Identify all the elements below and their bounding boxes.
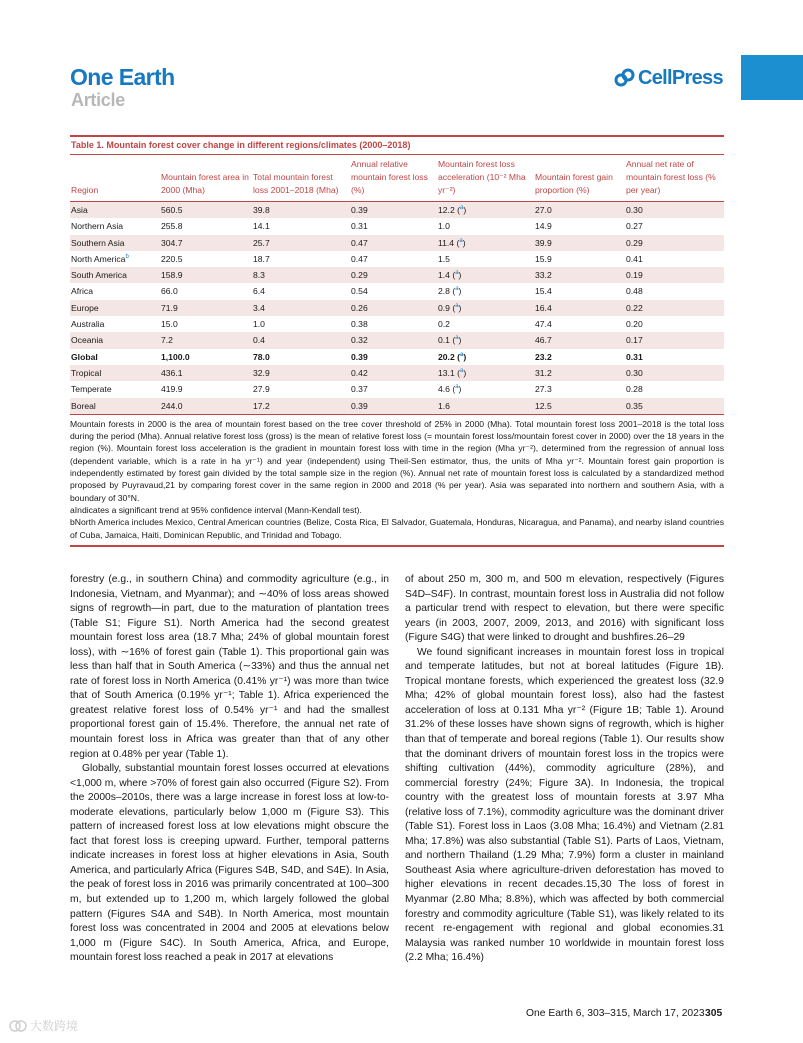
cell-value: 15.9	[535, 253, 552, 264]
cell-value: 560.5	[161, 205, 183, 215]
cell-value: 0.27	[626, 221, 643, 232]
footnote-ref: ($^a$)	[449, 384, 462, 395]
cell-value: 31.2	[535, 367, 552, 378]
table-cell-annual	[350, 365, 437, 381]
table-cell-region	[70, 316, 160, 332]
table-row	[70, 349, 724, 365]
table-1	[70, 135, 724, 547]
table-cell-region	[70, 202, 160, 219]
footnote-ref: ($^a$)	[454, 237, 466, 248]
cell-value: Global	[71, 351, 98, 362]
table-cell-region	[70, 235, 160, 251]
footnote-ref: ($^a$)	[449, 286, 462, 297]
footnote-ref: ($^a$)	[454, 367, 467, 378]
column-header: Mountain forest gain proportion (%)	[534, 155, 625, 202]
table-cell-net	[625, 300, 724, 316]
table-cell-loss	[252, 381, 350, 397]
footnote-marker[interactable]: a	[455, 302, 459, 309]
table-cell-loss	[252, 251, 350, 267]
section-edge-tab	[741, 55, 803, 100]
column-header: Mountain forest area in 2000 (Mha)	[160, 155, 252, 202]
table-cell-area	[160, 251, 252, 267]
cell-value: 1.0	[253, 319, 265, 330]
table-row	[70, 365, 724, 381]
table-cell-annual	[350, 316, 437, 332]
cell-value: 0.30	[626, 367, 643, 378]
cell-value: 8.3	[253, 270, 265, 281]
cell-value: 0.39	[351, 205, 368, 215]
table-cell-accel	[437, 300, 534, 316]
cell-value: Australia	[71, 319, 105, 330]
data-table	[70, 155, 724, 415]
table-cell-loss	[252, 349, 350, 365]
footnote-ref: ($^a$)	[454, 351, 467, 362]
cellpress-logo-icon	[614, 68, 636, 88]
cell-value: 0.35	[626, 400, 643, 411]
table-cell-net	[625, 235, 724, 251]
cell-value: 304.7	[161, 237, 183, 248]
table-cell-annual	[350, 251, 437, 267]
table-cell-annual	[350, 267, 437, 283]
table-cell-gain	[534, 202, 625, 219]
table-footnote-main: Mountain forests in 2000 is the area of mountain forest based on the tree cover threshold of 25% in 2000 (Mha). Total mountain forest loss 2001–2018 is the total loss during the period (Mha). Annual relative forest loss (gross) is the mean of relative forest loss (= mountain forest loss/mountain forest cover in 2000) over the 18 years in the region (%). Mountain forest loss acceleration is the gradient in mountain forest loss with time in the region (Mha yr⁻²), determined from the regression of annual loss (dependent variable, which is a rate in ha yr⁻¹) and year (independent) using Theil-Sen estimator, thus, the units of Mha yr⁻². Mountain forest gain proportion is independently estimated by forest gain divided by the total sample size in the region (%). Annual net rate of mountain forest loss is calculated by a standardized method proposed by Puyravaud,21 by comparing forest cover in the same region in 2000 and 2018 (% per year). Asia was separated into northern and southern Asia, with a boundary of 30°N.	[70, 418, 724, 503]
cell-value: Africa	[71, 286, 93, 297]
cell-value: 27.9	[253, 384, 270, 395]
table-footnote-b: bNorth America includes Mexico, Central American countries (Belize, Costa Rica, El Salvador, Guatemala, Honduras, Nicaragua, and Panama), and nearby island countries of Cuba, Jamaica, Haiti, Dominican Republic, and Trinidad and Tobago.	[70, 517, 724, 540]
table-cell-gain	[534, 381, 625, 397]
table-row	[70, 332, 724, 348]
cell-value: Temperate	[71, 384, 112, 395]
cell-value: 0.20	[626, 319, 643, 330]
footnote-marker[interactable]: a	[455, 270, 459, 277]
cell-value: Europe	[71, 302, 99, 313]
column-header: Total mountain forest loss 2001–2018 (Mha)	[252, 155, 350, 202]
cell-value: 27.0	[535, 205, 552, 215]
table-cell-region	[70, 283, 160, 299]
table-row	[70, 398, 724, 415]
table-cell-area	[160, 300, 252, 316]
watermark	[9, 1018, 78, 1034]
cell-value: 0.2	[438, 319, 450, 330]
cell-value: 0.31	[626, 351, 643, 362]
body-column-right	[405, 573, 724, 966]
cell-value: 12.2	[438, 205, 455, 215]
table-cell-net	[625, 316, 724, 332]
cell-value: 16.4	[535, 302, 552, 313]
table-cell-area	[160, 267, 252, 283]
cell-value: 0.39	[351, 351, 368, 362]
journal-name: One Earth	[70, 64, 175, 90]
cell-value: 0.28	[626, 384, 643, 395]
table-cell-gain	[534, 316, 625, 332]
cell-value: 15.4	[535, 286, 552, 297]
table-header-row	[70, 155, 724, 202]
cell-value: 7.2	[161, 335, 173, 346]
table-row	[70, 381, 724, 397]
table-cell-loss	[252, 202, 350, 219]
cell-value: 11.4	[438, 237, 455, 248]
table-cell-net	[625, 398, 724, 415]
cell-value: 1.4	[438, 270, 450, 281]
cell-value: 419.9	[161, 384, 183, 395]
cell-value: 14.9	[535, 221, 552, 232]
table-cell-region	[70, 398, 160, 415]
table-cell-accel	[437, 283, 534, 299]
table-cell-loss	[252, 316, 350, 332]
table-row	[70, 283, 724, 299]
cell-value: Southern Asia	[71, 237, 125, 248]
table-cell-net	[625, 365, 724, 381]
publisher-logo[interactable]	[614, 66, 723, 90]
footnote-marker[interactable]: b	[125, 254, 129, 261]
cell-value: 27.3	[535, 384, 552, 395]
cell-value: South America	[71, 270, 127, 281]
table-cell-region	[70, 251, 160, 267]
table-cell-accel	[437, 218, 534, 234]
table-cell-area	[160, 316, 252, 332]
cell-value: 0.1	[438, 335, 450, 346]
table-cell-annual	[350, 332, 437, 348]
table-row	[70, 267, 724, 283]
table-footnotes	[70, 415, 724, 547]
table-cell-area	[160, 398, 252, 415]
cell-value: 20.2	[438, 351, 455, 362]
page-number: 305	[705, 1008, 723, 1019]
table-cell-area	[160, 381, 252, 397]
table-row	[70, 316, 724, 332]
table-cell-gain	[534, 300, 625, 316]
footnote-marker[interactable]: a	[459, 368, 464, 375]
table-cell-region	[70, 365, 160, 381]
table-cell-region	[70, 349, 160, 365]
cell-value: 0.47	[351, 253, 368, 264]
table-cell-gain	[534, 365, 625, 381]
cell-value: 4.6	[438, 384, 450, 395]
table-cell-accel	[437, 332, 534, 348]
table-cell-annual	[350, 349, 437, 365]
cell-value: 158.9	[161, 270, 183, 281]
cell-value: 0.17	[626, 335, 643, 346]
cell-value: 0.22	[626, 302, 643, 313]
watermark-logo-icon	[9, 1019, 27, 1033]
table-cell-gain	[534, 398, 625, 415]
cell-value: 0.37	[351, 384, 368, 395]
footnote-ref: ($^a$)	[449, 302, 462, 313]
footnote-ref: ($^a$)	[449, 335, 462, 346]
cell-value: 71.9	[161, 302, 178, 313]
table-cell-loss	[252, 332, 350, 348]
table-cell-gain	[534, 349, 625, 365]
cell-value: 0.47	[351, 237, 368, 248]
cell-value: 14.1	[253, 221, 270, 232]
cell-value: 39.9	[535, 237, 552, 248]
cell-value: 39.8	[253, 205, 270, 215]
table-cell-accel	[437, 398, 534, 415]
footnote-marker[interactable]: a	[459, 205, 464, 212]
table-cell-loss	[252, 267, 350, 283]
table-cell-net	[625, 283, 724, 299]
cell-value: 33.2	[535, 270, 552, 281]
table-cell-area	[160, 365, 252, 381]
cell-value: 0.54	[351, 286, 368, 297]
table-cell-annual	[350, 381, 437, 397]
table-cell-net	[625, 332, 724, 348]
article-type: Article	[71, 90, 125, 110]
table-cell-region	[70, 218, 160, 234]
table-cell-annual	[350, 398, 437, 415]
cell-value: 47.4	[535, 319, 552, 330]
table-title: Table 1. Mountain forest cover change in different regions/climates (2000–2018)	[70, 135, 724, 155]
table-cell-net	[625, 202, 724, 219]
table-cell-annual	[350, 218, 437, 234]
footnote-marker[interactable]: a	[455, 335, 459, 342]
table-cell-annual	[350, 235, 437, 251]
cell-value: 17.2	[253, 400, 270, 411]
table-cell-gain	[534, 283, 625, 299]
table-cell-loss	[252, 300, 350, 316]
table-cell-area	[160, 283, 252, 299]
table-cell-annual	[350, 202, 437, 219]
cell-value: Boreal	[71, 400, 96, 411]
cell-value: Oceania	[71, 335, 104, 346]
cell-value: 1,100.0	[161, 351, 190, 362]
table-row	[70, 202, 724, 219]
table-cell-gain	[534, 218, 625, 234]
footnote-ref: ($^a$)	[454, 205, 467, 215]
column-header: Annual relative mountain forest loss (%)	[350, 155, 437, 202]
cell-value: 0.42	[351, 367, 368, 378]
column-header: Annual net rate of mountain forest loss (% per year)	[625, 155, 724, 202]
cell-value: 0.48	[626, 286, 643, 297]
table-cell-gain	[534, 235, 625, 251]
table-cell-loss	[252, 398, 350, 415]
table-cell-annual	[350, 283, 437, 299]
cell-value: 0.9	[438, 302, 450, 313]
table-cell-accel	[437, 381, 534, 397]
table-cell-area	[160, 332, 252, 348]
cell-value: 46.7	[535, 335, 552, 346]
table-row	[70, 251, 724, 267]
table-cell-accel	[437, 251, 534, 267]
table-cell-area	[160, 235, 252, 251]
cell-value: 12.5	[535, 400, 552, 411]
table-cell-loss	[252, 283, 350, 299]
table-row	[70, 300, 724, 316]
table-cell-loss	[252, 235, 350, 251]
watermark-text: 大数跨境	[30, 1019, 79, 1033]
cell-value: 66.0	[161, 286, 178, 297]
body-paragraph: of about 250 m, 300 m, and 500 m elevation, respectively (Figures S4D–S4F). In contrast, mountain forest loss in Australia did not follow a particular trend with respect to elevation, but there were specific years (in 2003, 2007, 2009, 2013, and 2016) with significant loss (Figure S4G) that were linked to drought and bushfires.26–29	[405, 574, 724, 644]
cell-value: 18.7	[253, 253, 270, 264]
cell-value: 0.29	[626, 237, 643, 248]
cell-value: 1.5	[438, 253, 450, 264]
footnote-ref: ($^a$)	[449, 270, 462, 281]
cell-value: 25.7	[253, 237, 270, 248]
table-cell-net	[625, 251, 724, 267]
body-paragraph: We found significant increases in mountain forest loss in tropical and temperate latitudes, but not at boreal latitudes (Figure 1B). Tropical montane forests, which experienced the greatest loss (32.9 Mha; 42% of global mountain forest loss), also had the fastest acceleration of loss at 0.131 Mha yr⁻² (Figure 1B; Table 1). Around 31.2% of these losses have shown signs of regrowth, which is higher than that of temperate and boreal regions (Table 1). Our results show that the dominant drivers of mountain forest loss in the tropics were shifting cultivation (44%), commodity agriculture (28%), and commercial forestry (24%; Figure 3A). In Indonesia, the tropical country with the greatest loss of mountain forests at 3.97 Mha (relative loss of 7.1%), commodity agriculture was the dominant driver (Table S1). Forest loss in Laos (3.08 Mha; 16.4%) and Vietnam (2.81 Mha; 17.8%) was also substantial (Table S1). Parts of Laos, Vietnam, and northern Thailand (1.29 Mha; 7.9%) form a cluster in mainland Southeast Asia where agriculture-driven deforestation has moved to higher elevations in recent decades.15,30 The loss of forest in Myanmar (2.80 Mha; 8.8%), which was affected by both commercial forestry and commodity agriculture (Table S1), was likely related to its recent re-engagement with regional and global economies.31 Malaysia was ranked number 10 worldwide in mountain forest loss (2.2 Mha; 16.4%)	[405, 646, 724, 964]
cell-value: 255.8	[161, 221, 183, 232]
cell-value: 0.31	[351, 221, 368, 232]
cell-value: 32.9	[253, 367, 270, 378]
table-body	[70, 202, 724, 415]
cell-value: 1.0	[438, 221, 450, 232]
table-cell-net	[625, 349, 724, 365]
body-paragraph: forestry (e.g., in southern China) and commodity agriculture (e.g., in Indonesia, Vietnam, and Myanmar); and ∼40% of loss areas showed signs of regrowth—in part, due to the maturation of plantation trees (Table S1; Figure S1). North America had the second greatest mountain forest loss area (18.7 Mha; 24% of global mountain forest loss), with ∼16% of forest gain (Table 1). This proportional gain was less than half that in South America (∼33%) and thus the annual net rate of forest loss in North America (0.41% yr⁻¹) was more than twice that of South America (0.19% yr⁻¹; Table 1). Africa experienced the greatest relative forest loss of 0.54% yr⁻¹ and had the smallest proportional forest gain of 15.4%. Therefore, the annual net rate of mountain forest loss in Africa was greater than that of any other region at 0.48% per year (Table 1).	[70, 574, 389, 760]
footer-citation: One Earth 6, 303–315, March 17, 2023	[526, 1008, 705, 1019]
table-cell-loss	[252, 365, 350, 381]
table-cell-accel	[437, 202, 534, 219]
body-paragraph: Globally, substantial mountain forest losses occurred at elevations <1,000 m, where >70% of forest gain also occurred (Figure S2). From the 2000s–2010s, there was a large increase in forest loss at low-to-moderate elevations, particularly below 1,000 m (Figure S3). This pattern of increased forest loss at low elevations might obscure the fact that forest loss is creeping upward. Further, temporal patterns indicate increases in forest loss at higher elevations in Asia, South America, and particularly Africa (Figures S4B, S4D, and S4E). In Asia, the peak of forest loss in 2016 was primarily concentrated at 100–300 m, but extended up to 1,200 m, which largely followed the global pattern (Figures S4A and S4B). In North America, most mountain forest loss was concentrated in 2004 and 2005 at elevations below 1,000 m (Figure S4C). In South America, Africa, and Europe, mountain forest loss reached a peak in 2017 at elevations	[70, 763, 389, 964]
cell-value: 2.8	[438, 286, 450, 297]
cell-value: 0.26	[351, 302, 368, 313]
cell-value: 15.0	[161, 319, 178, 330]
table-cell-net	[625, 267, 724, 283]
table-cell-accel	[437, 267, 534, 283]
table-cell-region	[70, 332, 160, 348]
table-footnote-a: aIndicates a significant trend at 95% confidence interval (Mann-Kendall test).	[70, 504, 362, 515]
table-cell-gain	[534, 251, 625, 267]
cell-value: 0.38	[351, 319, 368, 330]
table-cell-area	[160, 202, 252, 219]
column-header: Mountain forest loss acceleration (10⁻² Mha yr⁻²)	[437, 155, 534, 202]
cell-value: Asia	[71, 205, 88, 215]
table-cell-region	[70, 300, 160, 316]
cell-value: 6.4	[253, 286, 265, 297]
cell-value: 78.0	[253, 351, 270, 362]
table-cell-accel	[437, 235, 534, 251]
cell-value: 23.2	[535, 351, 552, 362]
table-cell-gain	[534, 267, 625, 283]
cell-value: 0.30	[626, 205, 643, 215]
table-cell-net	[625, 381, 724, 397]
table-cell-region	[70, 381, 160, 397]
footnote-marker[interactable]: a	[459, 237, 463, 244]
cell-value: North America	[71, 253, 126, 264]
footnote-marker[interactable]: a	[459, 351, 464, 358]
table-cell-net	[625, 218, 724, 234]
table-cell-accel	[437, 349, 534, 365]
table-cell-region	[70, 267, 160, 283]
cell-value: Northern Asia	[71, 221, 124, 232]
cell-value: 0.19	[626, 270, 643, 281]
cell-value: 0.41	[626, 253, 643, 264]
publisher-name: CellPress	[638, 67, 723, 89]
body-column-left	[70, 573, 389, 966]
cell-value: 0.32	[351, 335, 368, 346]
table-cell-area	[160, 349, 252, 365]
table-cell-area	[160, 218, 252, 234]
column-header: Region	[70, 155, 160, 202]
table-cell-loss	[252, 218, 350, 234]
cell-value: 244.0	[161, 400, 183, 411]
table-cell-accel	[437, 365, 534, 381]
table-cell-gain	[534, 332, 625, 348]
cell-value: 0.29	[351, 270, 368, 281]
cell-value: 0.4	[253, 335, 265, 346]
cell-value: Tropical	[71, 367, 102, 378]
table-cell-annual	[350, 300, 437, 316]
footnote-marker[interactable]: a	[455, 384, 459, 391]
cell-value: 3.4	[253, 302, 265, 313]
table-row	[70, 218, 724, 234]
table-row	[70, 235, 724, 251]
cell-value: 13.1	[438, 367, 455, 378]
cell-value: 0.39	[351, 400, 368, 411]
table-cell-accel	[437, 316, 534, 332]
footnote-marker[interactable]: a	[455, 286, 459, 293]
cell-value: 1.6	[438, 400, 450, 411]
cell-value: 436.1	[161, 367, 183, 378]
cell-value: 220.5	[161, 253, 183, 264]
